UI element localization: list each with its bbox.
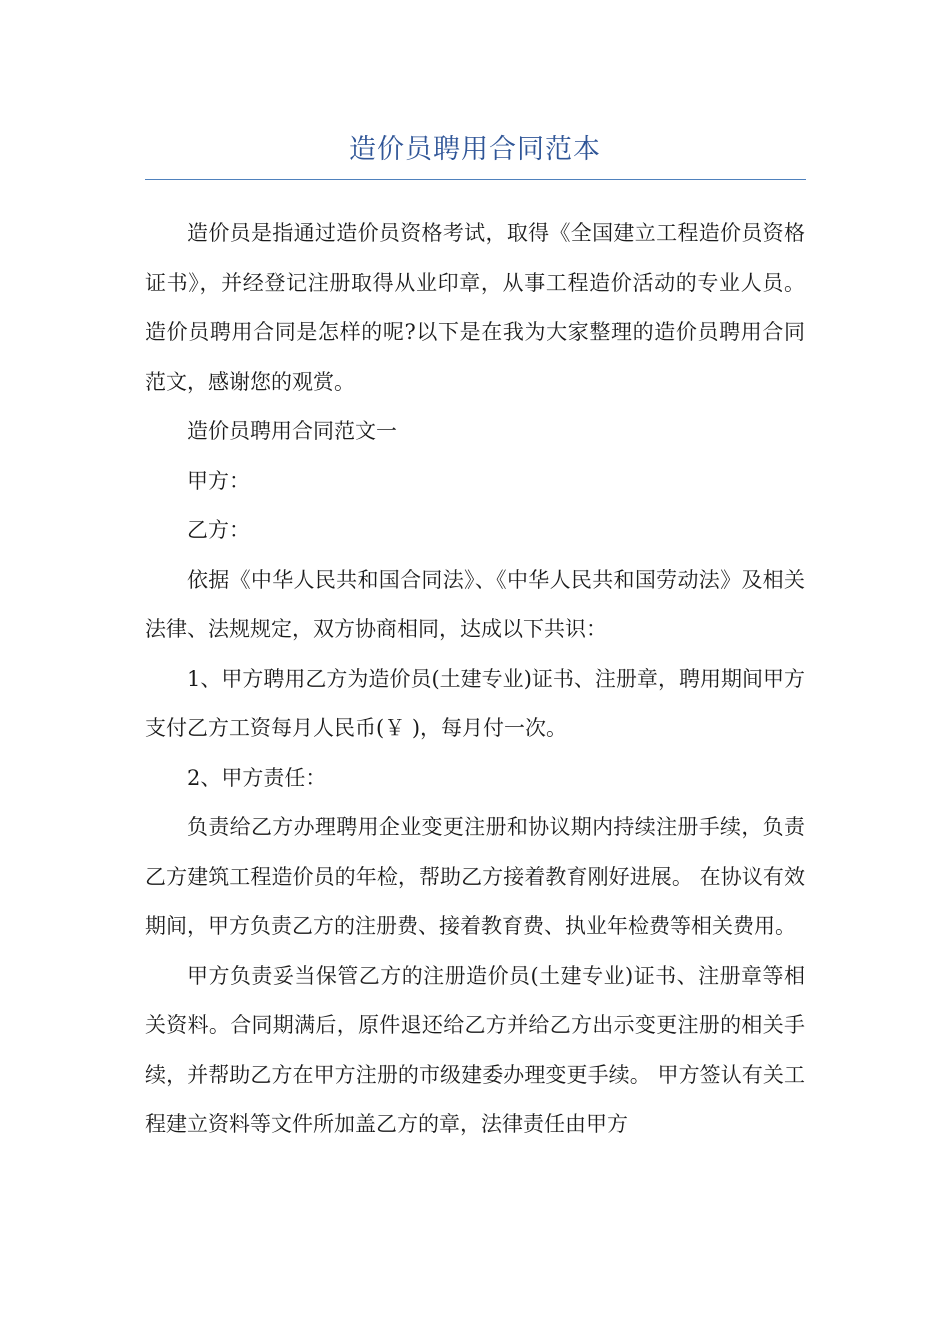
title-underline [145,179,806,180]
document-title: 造价员聘用合同范本 [349,134,601,165]
document-body [145,209,805,1150]
paragraph-clause-2-heading: 2、甲方责任： [187,765,327,790]
paragraph-party-b: 乙方： [187,518,250,542]
paragraph-party-a-duty-2: 甲方负责妥当保管乙方的注册造价员(土建专业)证书、注册章等相关资料。合同期满后，原件退还给乙方并给乙方出示变更注册的相关手续，并帮助乙方在甲方注册的市级建委办理变更手续。 甲方签认有关工程建立资料等文件所加盖乙方的章，法律责任由甲方 [145,963,805,1136]
paragraph-legal-basis: 依据《中华人民共和国合同法》、《中华人民共和国劳动法》及相关法律、法规规定，双方协商相同，达成以下共识： [145,567,805,641]
paragraph-section-heading: 造价员聘用合同范文一 [187,419,397,443]
paragraph-party-a-duty-1: 负责给乙方办理聘用企业变更注册和协议期内持续注册手续，负责乙方建筑工程造价员的年检，帮助乙方接着教育刚好进展。 在协议有效期间，甲方负责乙方的注册费、接着教育费、执业年检费等相关费用。 [145,815,805,938]
paragraph-party-a: 甲方： [187,468,250,493]
paragraph-intro: 造价员是指通过造价员资格考试，取得《全国建立工程造价员资格证书》，并经登记注册取得从业印章，从事工程造价活动的专业人员。造价员聘用合同是怎样的呢?以下是在我为大家整理的造价员聘用合同范文，感谢您的观赏。 [145,221,805,394]
paragraph-clause-1: 1、甲方聘用乙方为造价员(土建专业)证书、注册章，聘用期间甲方支付乙方工资每月人民币(￥ )，每月付一次。 [145,666,805,740]
